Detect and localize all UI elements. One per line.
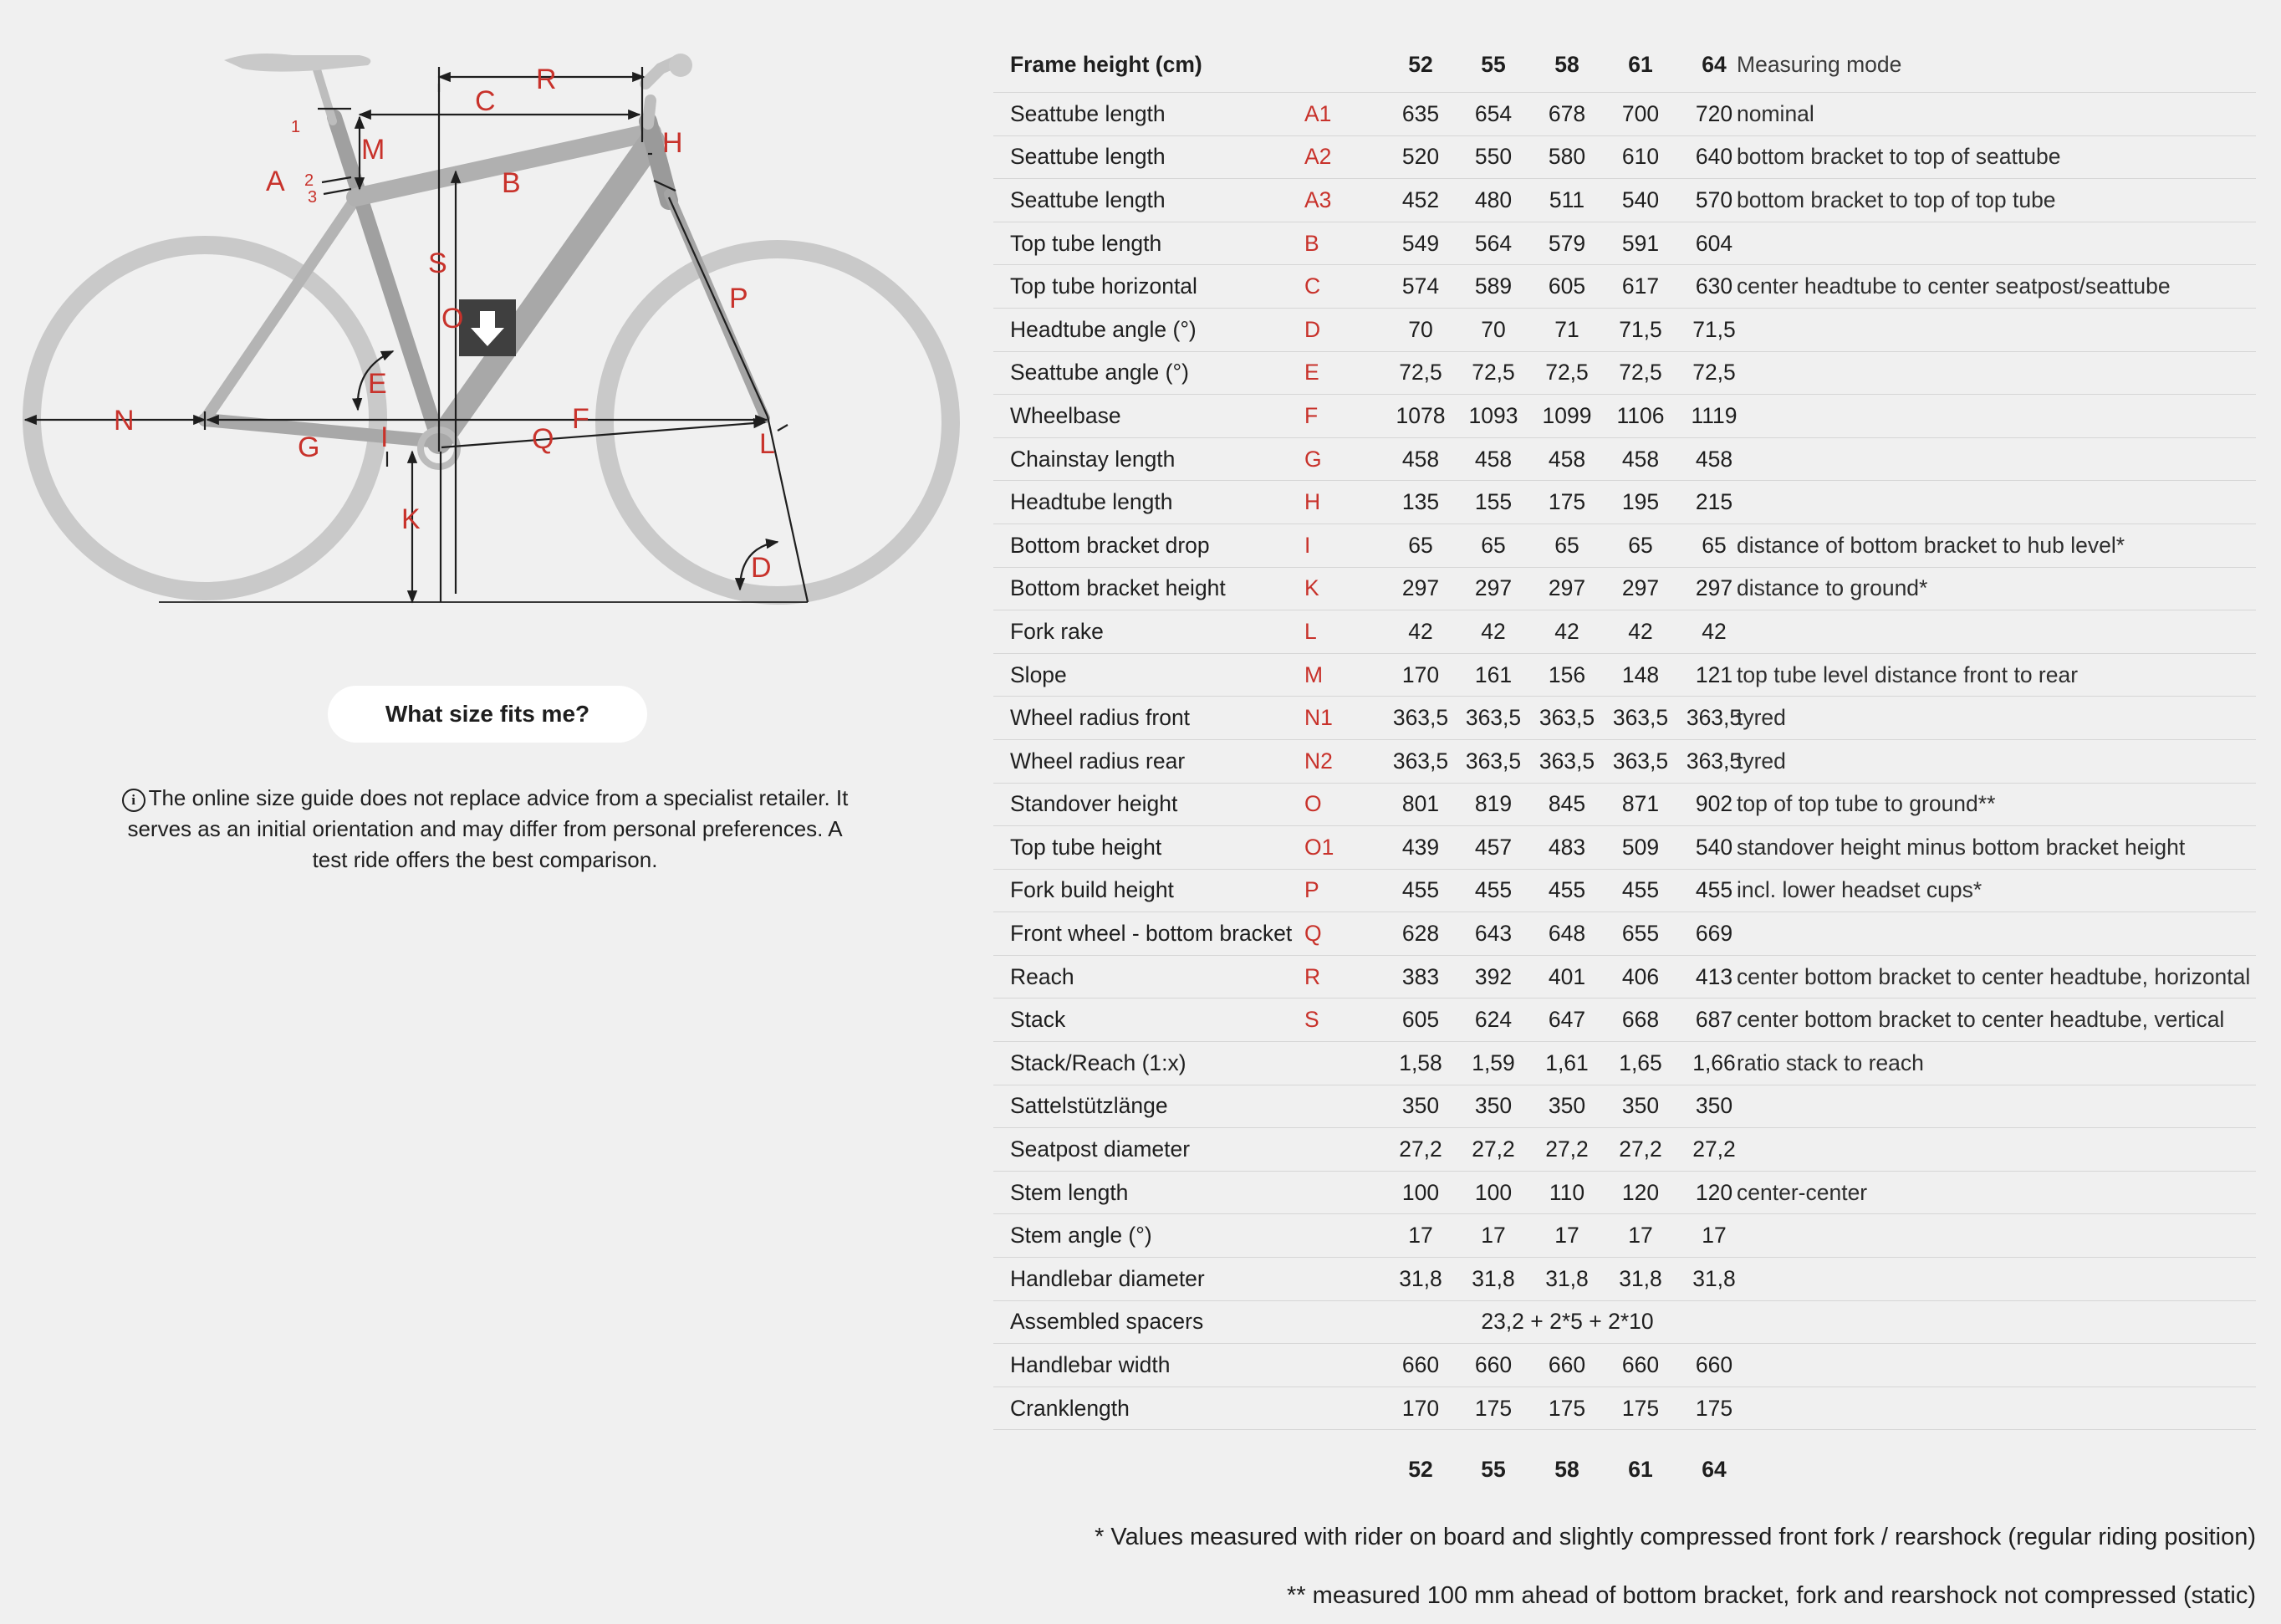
row-value: 70 [1408,316,1433,342]
row-value: 42 [1408,618,1433,644]
row-value: 27,2 [1399,1136,1442,1162]
row-value: 630 [1695,273,1733,299]
table-row [993,610,2256,654]
row-value: 439 [1401,834,1440,860]
row-label: Wheelbase [1010,402,1121,428]
row-value: 161 [1474,661,1513,687]
row-label: Bottom bracket drop [1010,532,1210,558]
row-label: Stem angle (°) [1010,1223,1152,1249]
row-value: 1,66 [1692,1049,1736,1075]
label-P: P [729,283,748,314]
row-value: 297 [1548,575,1586,601]
label-I: I [380,421,389,453]
footer-size: 61 [1628,1456,1653,1482]
row-value: 17 [1481,1223,1506,1249]
row-label: Seattube length [1010,186,1166,212]
row-label: Stack [1010,1007,1066,1033]
footnote-static: ** measured 100 mm ahead of bottom bracket, fork and rearshock not compressed (static) [1287,1582,2256,1609]
table-row [993,179,2256,222]
row-value: 363,5 [1539,705,1595,731]
header-size: 61 [1628,51,1653,77]
table-row [993,870,2256,913]
row-value: 1078 [1396,402,1446,428]
row-value: 458 [1401,446,1440,472]
header-size: 52 [1408,51,1433,77]
row-value: 455 [1401,877,1440,903]
row-label: Bottom bracket height [1010,575,1226,601]
row-value: 71,5 [1692,316,1736,342]
row-value: 654 [1474,100,1513,126]
row-value: 458 [1548,446,1586,472]
row-value: 483 [1548,834,1586,860]
row-value: 1106 [1616,402,1665,428]
table-row [993,1344,2256,1387]
header-measuring-mode: Measuring mode [1737,51,1902,77]
row-value: 65 [1481,532,1506,558]
row-value: 175 [1548,1395,1586,1421]
row-value: 660 [1548,1352,1586,1378]
label-B: B [502,167,521,199]
row-value: 31,8 [1399,1265,1442,1291]
label-O: O [441,303,464,335]
table-row [993,784,2256,827]
row-value: 549 [1401,230,1440,256]
arrow-down-icon[interactable] [459,299,516,356]
label-A: A [266,166,285,197]
row-value: 678 [1548,100,1586,126]
row-description: distance to ground* [1737,575,1928,601]
row-label: Stem length [1010,1179,1129,1205]
row-value: 71,5 [1619,316,1662,342]
row-description: distance of bottom bracket to hub level* [1737,532,2125,558]
row-label: Handlebar diameter [1010,1265,1205,1291]
row-value: 624 [1474,1007,1513,1033]
label-H: H [662,127,683,159]
row-value: 42 [1628,618,1653,644]
row-value: 564 [1474,230,1513,256]
label-G: G [298,432,320,463]
table-row [993,1085,2256,1129]
row-value: 604 [1695,230,1733,256]
row-value: 72,5 [1472,360,1515,386]
row-label: Seattube angle (°) [1010,360,1189,386]
row-description: center-center [1737,1179,1868,1205]
row-label: Headtube length [1010,489,1173,515]
row-value: 156 [1548,661,1586,687]
row-value: 1,65 [1619,1049,1662,1075]
label-3: 3 [308,188,318,207]
row-value: 363,5 [1686,748,1743,774]
row-value: 660 [1695,1352,1733,1378]
row-value: 458 [1695,446,1733,472]
row-description: tyred [1737,748,1786,774]
row-label: Handlebar width [1010,1352,1171,1378]
row-label: Slope [1010,661,1067,687]
row-code: B [1304,230,1319,256]
row-value: 1,59 [1472,1049,1515,1075]
row-value: 480 [1474,186,1513,212]
table-row [993,524,2256,568]
row-description: bottom bracket to top of seattube [1737,144,2061,170]
table-row [993,222,2256,266]
row-value: 31,8 [1692,1265,1736,1291]
label-1: 1 [291,118,301,136]
label-M: M [361,134,385,166]
row-value: 42 [1481,618,1506,644]
header-frame-height: Frame height (cm) [1010,51,1202,77]
row-value: 668 [1621,1007,1660,1033]
row-value: 452 [1401,186,1440,212]
row-value: 65 [1702,532,1727,558]
row-code: R [1304,963,1321,989]
row-description: top tube level distance front to rear [1737,661,2079,687]
row-value: 17 [1408,1223,1433,1249]
row-label: Front wheel - bottom bracket [1010,921,1293,947]
row-description: top of top tube to ground** [1737,791,1996,817]
row-label: Wheel radius front [1010,705,1191,731]
row-value: 27,2 [1692,1136,1736,1162]
size-finder-button[interactable]: What size fits me? [328,686,647,743]
row-label: Top tube height [1010,834,1162,860]
label-L: L [759,428,775,460]
row-value: 455 [1621,877,1660,903]
row-value: 363,5 [1686,705,1743,731]
row-value: 1,61 [1545,1049,1589,1075]
row-description: incl. lower headset cups* [1737,877,1982,903]
row-value-span: 23,2 + 2*5 + 2*10 [1481,1309,1654,1335]
row-code: O [1304,791,1322,817]
table-body [993,93,2256,1430]
row-value: 570 [1695,186,1733,212]
footer-size: 58 [1554,1456,1579,1482]
table-row [993,998,2256,1042]
row-code: A1 [1304,100,1332,126]
row-value: 42 [1554,618,1579,644]
label-2: 2 [304,171,314,190]
row-value: 700 [1621,100,1660,126]
footer-size: 55 [1481,1456,1506,1482]
row-value: 580 [1548,144,1586,170]
row-value: 297 [1621,575,1660,601]
row-description: center headtube to center seatpost/seattube [1737,273,2171,299]
front-wheel [605,249,951,595]
row-value: 72,5 [1399,360,1442,386]
row-code: G [1304,446,1322,472]
label-R: R [536,64,557,95]
size-guide-note [109,783,861,876]
row-value: 121 [1695,661,1733,687]
row-value: 71 [1554,316,1579,342]
row-value: 455 [1548,877,1586,903]
row-code: H [1304,489,1321,515]
row-value: 643 [1474,921,1513,947]
header-size: 58 [1554,51,1579,77]
row-code: N2 [1304,748,1333,774]
row-value: 363,5 [1612,748,1669,774]
row-value: 617 [1621,273,1660,299]
row-code: I [1304,532,1311,558]
row-label: Sattelstützlänge [1010,1093,1168,1119]
row-label: Reach [1010,963,1074,989]
row-value: 801 [1401,791,1440,817]
row-value: 455 [1695,877,1733,903]
table-row [993,956,2256,999]
row-value: 406 [1621,963,1660,989]
table-row [993,1172,2256,1215]
row-value: 148 [1621,661,1660,687]
row-value: 540 [1695,834,1733,860]
label-N: N [114,405,135,437]
table-row [993,1042,2256,1085]
row-value: 687 [1695,1007,1733,1033]
row-value: 297 [1695,575,1733,601]
row-value: 383 [1401,963,1440,989]
row-value: 392 [1474,963,1513,989]
row-value: 120 [1695,1179,1733,1205]
row-label: Headtube angle (°) [1010,316,1197,342]
row-value: 100 [1401,1179,1440,1205]
row-value: 297 [1474,575,1513,601]
table-row [993,1387,2256,1431]
row-value: 350 [1474,1093,1513,1119]
row-value: 170 [1401,661,1440,687]
row-value: 660 [1621,1352,1660,1378]
table-row [993,740,2256,784]
row-value: 660 [1401,1352,1440,1378]
footer-size: 52 [1408,1456,1433,1482]
row-value: 350 [1695,1093,1733,1119]
row-value: 720 [1695,100,1733,126]
row-value: 401 [1548,963,1586,989]
row-label: Assembled spacers [1010,1309,1204,1335]
row-value: 72,5 [1619,360,1662,386]
table-row [993,654,2256,697]
row-value: 65 [1408,532,1433,558]
row-value: 363,5 [1612,705,1669,731]
row-label: Standover height [1010,791,1178,817]
row-label: Cranklength [1010,1395,1130,1421]
row-value: 819 [1474,791,1513,817]
row-value: 175 [1548,489,1586,515]
row-value: 175 [1621,1395,1660,1421]
table-row [993,93,2256,136]
row-value: 155 [1474,489,1513,515]
row-value: 648 [1548,921,1586,947]
table-row [993,136,2256,180]
label-F: F [572,403,589,435]
row-value: 640 [1695,144,1733,170]
size-guide-note-text: The online size guide does not replace advice from a specialist retailer. It serves as an initial orientation and may differ from personal preferences. A test ride offers the best comparison. [127,785,849,872]
row-value: 589 [1474,273,1513,299]
row-value: 605 [1401,1007,1440,1033]
row-value: 647 [1548,1007,1586,1033]
row-label: Top tube horizontal [1010,273,1197,299]
row-value: 591 [1621,230,1660,256]
row-label: Wheel radius rear [1010,748,1186,774]
row-value: 72,5 [1692,360,1736,386]
label-S: S [428,248,447,279]
table-footer-sizes [993,1448,2256,1490]
row-value: 135 [1401,489,1440,515]
row-value: 350 [1401,1093,1440,1119]
row-value: 579 [1548,230,1586,256]
header-size: 64 [1702,51,1727,77]
table-row [993,1128,2256,1172]
row-value: 655 [1621,921,1660,947]
table-row [993,438,2256,482]
info-icon: i [122,789,145,812]
row-value: 660 [1474,1352,1513,1378]
row-description: center bottom bracket to center headtube, vertical [1737,1007,2225,1033]
row-description: center bottom bracket to center headtube, horizontal [1737,963,2251,989]
row-value: 17 [1554,1223,1579,1249]
row-code: A3 [1304,186,1332,212]
row-description: nominal [1737,100,1814,126]
table-row [993,912,2256,956]
table-row [993,568,2256,611]
row-code: L [1304,618,1317,644]
row-value: 31,8 [1619,1265,1662,1291]
header-size: 55 [1481,51,1506,77]
row-value: 27,2 [1472,1136,1515,1162]
row-value: 350 [1621,1093,1660,1119]
row-value: 42 [1702,618,1727,644]
row-code: D [1304,316,1321,342]
row-value: 72,5 [1545,360,1589,386]
row-value: 509 [1621,834,1660,860]
row-value: 457 [1474,834,1513,860]
row-value: 605 [1548,273,1586,299]
row-value: 628 [1401,921,1440,947]
row-code: O1 [1304,834,1334,860]
row-value: 17 [1628,1223,1653,1249]
row-value: 363,5 [1465,748,1522,774]
row-label: Fork build height [1010,877,1174,903]
row-code: Q [1304,921,1322,947]
row-code: K [1304,575,1319,601]
row-description: ratio stack to reach [1737,1049,1924,1075]
row-value: 458 [1621,446,1660,472]
table-row [993,826,2256,870]
row-value: 17 [1702,1223,1727,1249]
row-value: 540 [1621,186,1660,212]
row-value: 845 [1548,791,1586,817]
table-row [993,352,2256,396]
table-row [993,1258,2256,1301]
footer-size: 64 [1702,1456,1727,1482]
row-value: 1093 [1468,402,1518,428]
row-label: Seatpost diameter [1010,1136,1191,1162]
row-value: 635 [1401,100,1440,126]
row-label: Seattube length [1010,100,1166,126]
label-D: D [751,552,772,584]
row-value: 297 [1401,575,1440,601]
row-value: 31,8 [1545,1265,1589,1291]
table-row [993,481,2256,524]
row-value: 175 [1474,1395,1513,1421]
row-value: 455 [1474,877,1513,903]
row-value: 215 [1695,489,1733,515]
row-value: 574 [1401,273,1440,299]
row-value: 363,5 [1392,748,1449,774]
geometry-diagram [0,0,970,636]
row-value: 27,2 [1545,1136,1589,1162]
table-header [993,37,2256,93]
geometry-table [993,37,2256,1430]
row-value: 413 [1695,963,1733,989]
row-value: 458 [1474,446,1513,472]
table-row [993,309,2256,352]
row-label: Top tube length [1010,230,1162,256]
row-value: 610 [1621,144,1660,170]
row-value: 520 [1401,144,1440,170]
row-value: 110 [1549,1179,1585,1205]
row-label: Chainstay length [1010,446,1176,472]
row-value: 363,5 [1465,705,1522,731]
row-code: E [1304,360,1319,386]
row-description: standover height minus bottom bracket height [1737,834,2186,860]
row-value: 170 [1401,1395,1440,1421]
label-Q: Q [532,423,554,455]
row-description: bottom bracket to top of top tube [1737,186,2056,212]
row-value: 1119 [1691,402,1738,428]
label-K: K [401,503,421,535]
row-code: F [1304,402,1319,428]
row-value: 1,58 [1399,1049,1442,1075]
row-code: P [1304,877,1319,903]
row-value: 550 [1474,144,1513,170]
row-code: A2 [1304,144,1332,170]
row-code: M [1304,661,1324,687]
row-value: 65 [1628,532,1653,558]
row-value: 175 [1695,1395,1733,1421]
row-value: 100 [1474,1179,1513,1205]
table-row [993,265,2256,309]
row-value: 120 [1621,1179,1660,1205]
row-value: 669 [1695,921,1733,947]
table-row [993,1301,2256,1345]
row-code: C [1304,273,1321,299]
row-label: Stack/Reach (1:x) [1010,1049,1186,1075]
table-row [993,697,2256,740]
row-value: 70 [1481,316,1506,342]
row-label: Seattube length [1010,144,1166,170]
row-description: tyred [1737,705,1786,731]
row-value: 511 [1549,186,1585,212]
row-code: N1 [1304,705,1333,731]
label-E: E [368,368,387,400]
table-row [993,395,2256,438]
row-value: 350 [1548,1093,1586,1119]
row-value: 1099 [1542,402,1592,428]
row-value: 195 [1621,489,1660,515]
row-value: 363,5 [1392,705,1449,731]
row-value: 27,2 [1619,1136,1662,1162]
diagram-labels [114,64,775,584]
row-value: 871 [1621,791,1660,817]
table-row [993,1214,2256,1258]
label-C: C [475,85,496,117]
row-value: 31,8 [1472,1265,1515,1291]
footnote-riding-position: * Values measured with rider on board and slightly compressed front fork / rearshock (regular riding position) [1095,1524,2256,1550]
row-value: 902 [1695,791,1733,817]
row-value: 363,5 [1539,748,1595,774]
row-value: 65 [1554,532,1579,558]
row-code: S [1304,1007,1319,1033]
row-label: Fork rake [1010,618,1104,644]
